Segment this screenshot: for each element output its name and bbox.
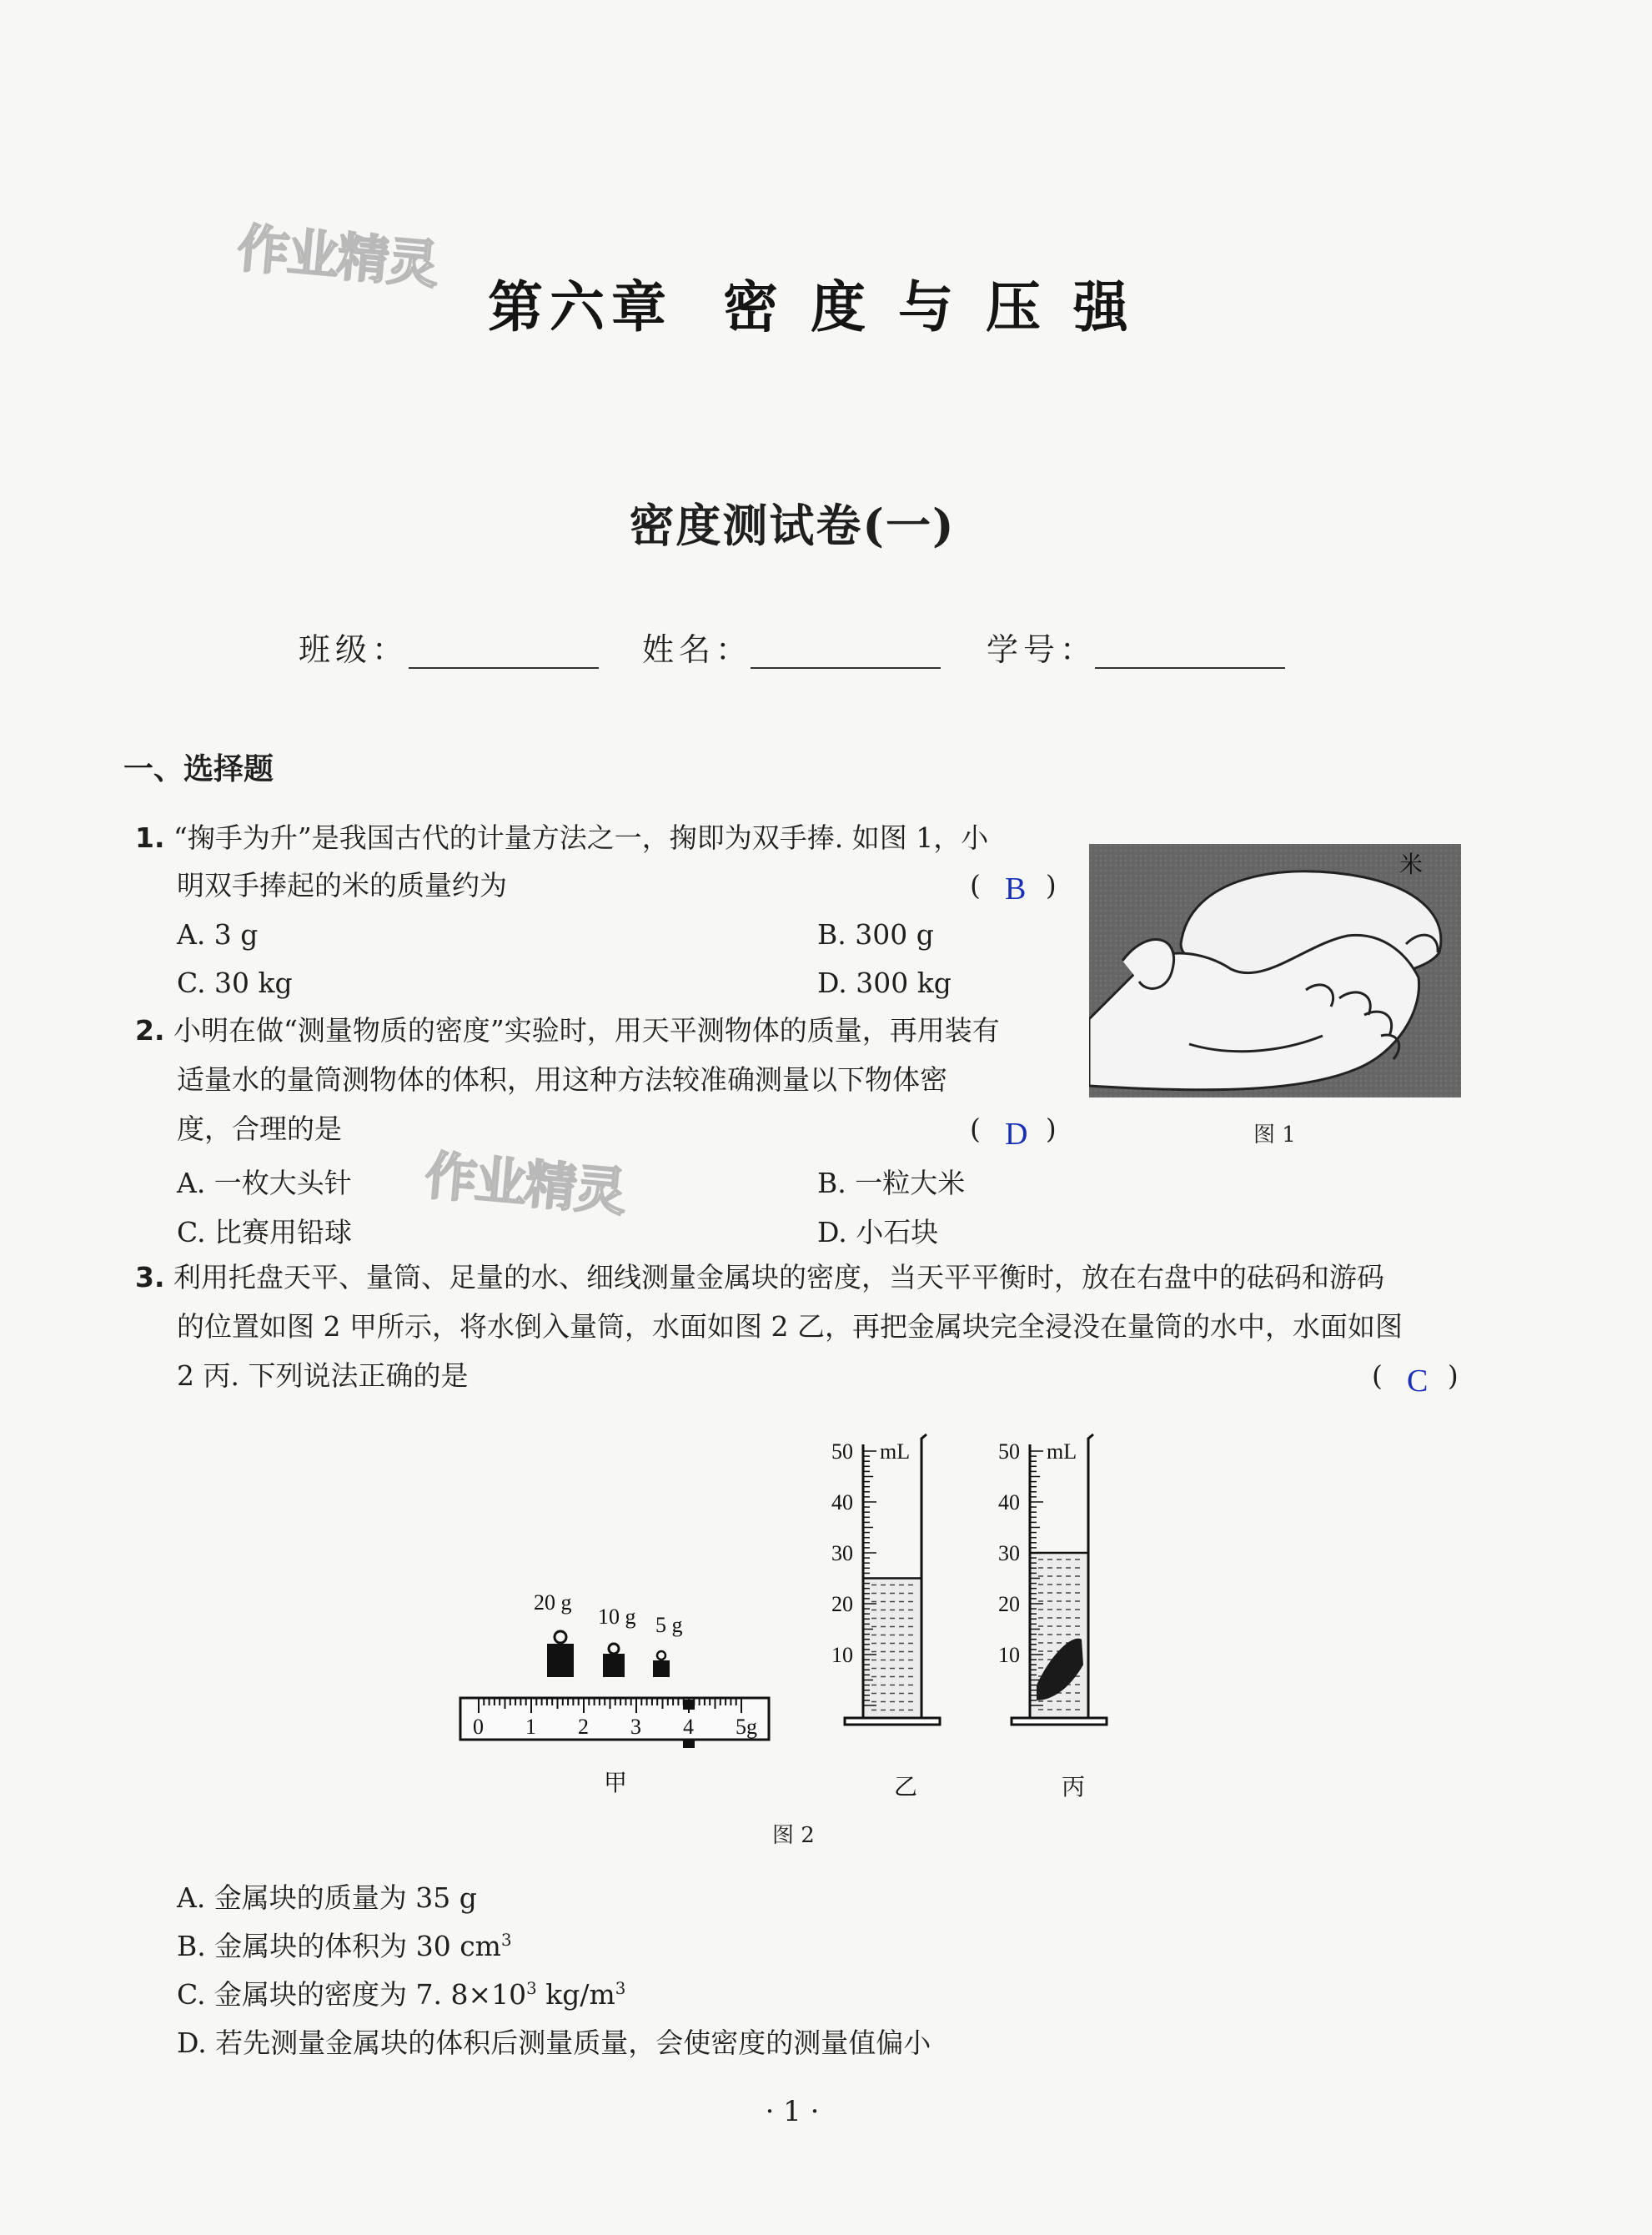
weight-label-10g: 10 g — [598, 1605, 636, 1629]
scale-tick-label: 3 — [630, 1715, 641, 1739]
scale-tick-label: 0 — [473, 1715, 484, 1739]
id-label: 学号： — [987, 631, 1097, 668]
scale-tick-label: 1 — [525, 1715, 536, 1739]
exam-title: 密度测试卷(一) — [629, 499, 956, 552]
q3-option-b-text: B. 金属块的体积为 30 cm — [177, 1930, 501, 1962]
cylinder-tick-label: 50 — [998, 1439, 1020, 1464]
weight-10g — [603, 1644, 625, 1677]
q3-number: 3. — [135, 1261, 165, 1293]
q3-line2: 的位置如图 2 甲所示，将水倒入量筒，水面如图 2 乙，再把金属块完全浸没在量筒的水中，水面如图 — [177, 1310, 1403, 1343]
cylinder-base — [1012, 1718, 1107, 1725]
scale-tick-label: 2 — [578, 1715, 589, 1739]
cylinder-bing — [998, 1434, 1107, 1725]
q1-line2: 明双手捧起的米的质量约为 — [177, 869, 507, 902]
q2-option-c: C. 比赛用铅球 — [177, 1216, 353, 1248]
q2-line2: 适量水的量筒测物体的体积，用这种方法较准确测量以下物体密 — [177, 1063, 947, 1096]
cylinder-tick-label: 10 — [831, 1643, 853, 1667]
figure-1-label: 米 — [1399, 851, 1424, 878]
class-field[interactable] — [409, 667, 599, 669]
weights — [534, 1590, 683, 1637]
weight-5g — [653, 1651, 670, 1677]
q2-option-a: A. 一枚大头针 — [177, 1167, 352, 1199]
q2-answer-bracket: ( ) — [970, 1112, 1057, 1145]
q1-line1 — [135, 821, 988, 855]
rider-scale — [460, 1698, 769, 1748]
cylinder-unit: mL — [1047, 1439, 1077, 1464]
watermark: 作业精灵 — [422, 1144, 628, 1223]
q1-option-a: A. 3 g — [177, 918, 259, 951]
cylinder-tick-label: 10 — [998, 1643, 1020, 1667]
figure-2-caption: 图 2 — [772, 1823, 815, 1848]
q3-option-c-text: C. 金属块的密度为 7. 8×10 — [177, 1978, 527, 2011]
q3-answer: C — [1407, 1364, 1429, 1399]
cylinder-tick-label: 20 — [831, 1592, 853, 1616]
caption-yi: 乙 — [894, 1773, 918, 1801]
q3-text-1: 利用托盘天平、量筒、足量的水、细线测量金属块的密度，当天平平衡时，放在右盘中的砝码和游码 — [173, 1261, 1384, 1293]
page-number: · 1 · — [765, 2095, 820, 2128]
q2-option-d: D. 小石块 — [817, 1216, 939, 1248]
weight-label-20g: 20 g — [534, 1590, 572, 1615]
cylinder-tick-label: 50 — [831, 1439, 853, 1464]
class-label: 班级： — [299, 631, 409, 668]
figure-1-caption: 图 1 — [1253, 1123, 1296, 1148]
cylinder-tick-label: 20 — [998, 1592, 1020, 1616]
chapter-name: 密 度 与 压 强 — [723, 275, 1135, 339]
section-title: 一、选择题 — [123, 752, 274, 786]
name-field[interactable] — [751, 667, 941, 669]
q2-line3: 度，合理的是 — [177, 1112, 342, 1145]
q2-line1 — [135, 1014, 1000, 1047]
q3-option-b — [177, 1925, 512, 1964]
caption-bing: 丙 — [1062, 1773, 1086, 1801]
q1-option-d: D. 300 kg — [817, 967, 952, 999]
q1-option-c: C. 30 kg — [177, 967, 293, 999]
q3-option-c-unit: kg/m — [536, 1978, 615, 2011]
q1-option-b: B. 300 g — [817, 918, 934, 951]
chapter-title — [488, 263, 1135, 342]
q1-text-1: “掬手为升”是我国古代的计量方法之一，掬即为双手捧. 如图 1，小 — [173, 821, 989, 854]
chapter-number: 第六章 — [488, 275, 673, 339]
figure-1-hands — [1089, 844, 1461, 1097]
cylinder-tick-label: 30 — [998, 1541, 1020, 1565]
cylinder-yi — [831, 1434, 940, 1725]
id-field[interactable] — [1095, 667, 1285, 669]
superscript: 3 — [500, 1931, 512, 1950]
name-label: 姓名： — [642, 631, 753, 668]
q1-answer: B — [1005, 871, 1027, 907]
q3-line3: 2 丙. 下列说法正确的是 — [177, 1359, 469, 1392]
q3-option-c — [177, 1973, 625, 2012]
q2-number: 2. — [135, 1014, 165, 1047]
cylinder-tick-label: 40 — [831, 1490, 853, 1514]
cylinder-tick-label: 40 — [998, 1490, 1020, 1514]
q3-answer-bracket: ( ) — [1372, 1359, 1459, 1392]
caption-jia: 甲 — [604, 1769, 628, 1796]
q3-option-d: D. 若先测量金属块的体积后测量质量，会使密度的测量值偏小 — [177, 2027, 931, 2059]
scale-tick-label: 5g — [736, 1715, 757, 1739]
watermark: 作业精灵 — [234, 217, 440, 296]
q2-answer: D — [1005, 1117, 1028, 1152]
q3-line1 — [135, 1261, 1384, 1294]
cylinder-base — [845, 1718, 940, 1725]
q2-option-b: B. 一粒大米 — [817, 1167, 966, 1199]
cylinder-tick-label: 30 — [831, 1541, 853, 1565]
q2-text-1: 小明在做“测量物质的密度”实验时，用天平测物体的质量，再用装有 — [173, 1014, 1000, 1047]
figure-2 — [450, 1430, 1134, 1814]
q1-answer-bracket: ( ) — [970, 869, 1057, 902]
q1-number: 1. — [135, 821, 165, 854]
weight-label-5g: 5 g — [655, 1613, 683, 1637]
q3-option-a: A. 金属块的质量为 35 g — [177, 1881, 477, 1914]
weight-20g — [547, 1631, 574, 1677]
cylinder-unit: mL — [880, 1439, 911, 1464]
water — [865, 1579, 920, 1719]
superscript: 3 — [615, 1979, 626, 1998]
superscript: 3 — [526, 1979, 537, 1998]
scale-tick-label: 4 — [683, 1715, 694, 1739]
